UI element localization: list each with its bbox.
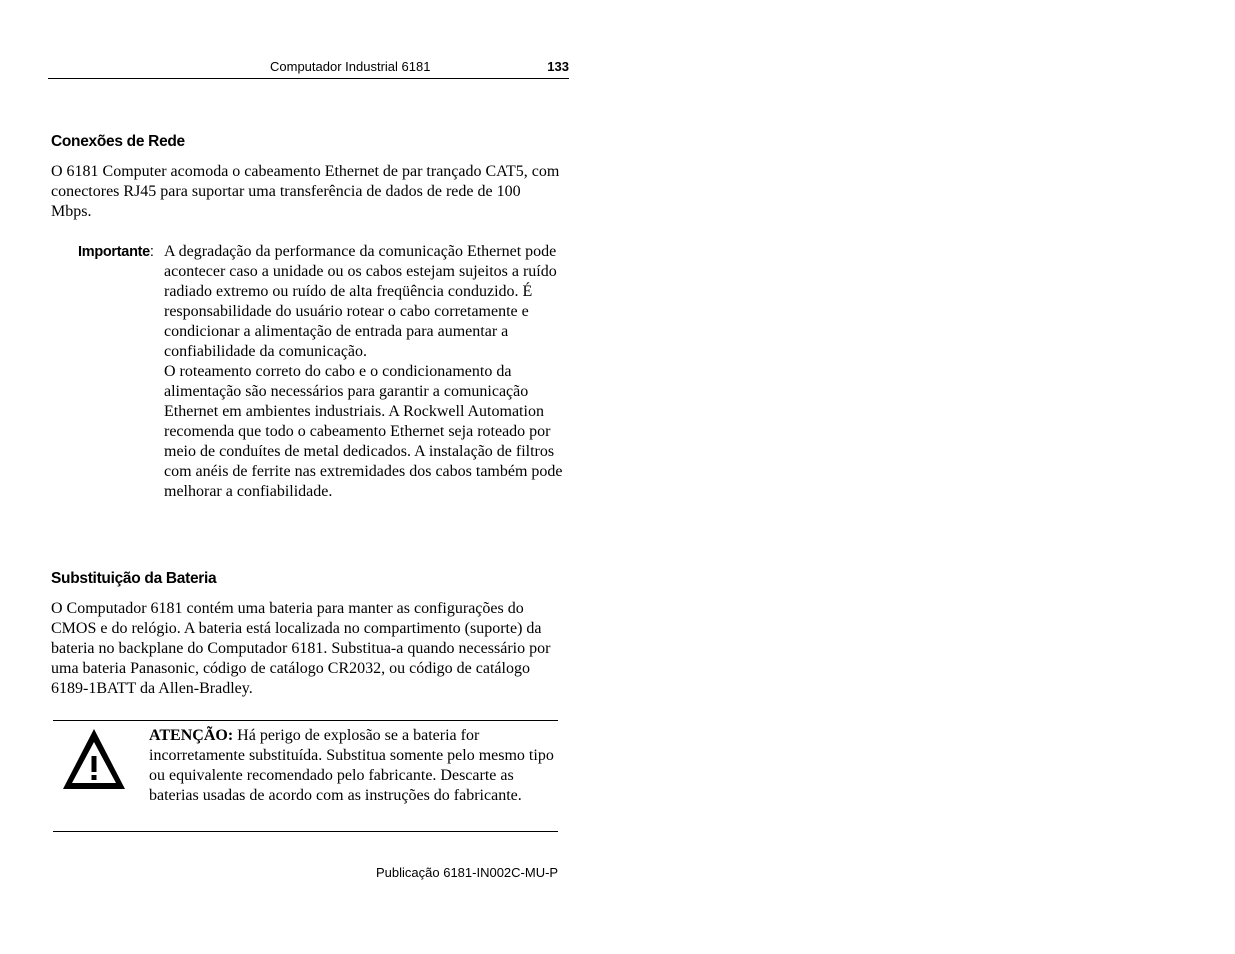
page-header	[48, 58, 569, 79]
section-heading-network: Conexões de Rede	[51, 133, 185, 150]
attention-label: ATENÇÃO:	[149, 727, 234, 744]
note-label-text: Importante	[78, 244, 150, 260]
publication-footer: Publicação 6181-IN002C-MU-P	[376, 865, 559, 880]
page-number: 133	[547, 59, 569, 74]
header-title: Computador Industrial 6181	[270, 59, 431, 74]
section-paragraph-network: O 6181 Computer acomoda o cabeamento Ethernet de par trançado CAT5, com conectores RJ45 para suportar uma transferência de dados de rede de 100 Mbps.	[51, 163, 560, 220]
note-body	[164, 242, 564, 502]
important-note	[51, 242, 563, 542]
section-heading-battery: Substituição da Bateria	[51, 570, 217, 587]
page-content	[51, 132, 563, 699]
attention-text	[149, 726, 554, 806]
note-paragraph-1: A degradação da performance da comunicação Ethernet pode acontecer caso a unidade ou os cabos estejam sujeitos a ruído radiado extremo ou ruído de alta freqüência conduzido. É responsabilidade do usuário rotear o cabo corretamente e condicionar a alimentação de entrada para aumentar a confiabilidade da comunicação.	[164, 243, 557, 360]
note-paragraph-2: O roteamento correto do cabo e o condicionamento da alimentação são necessários para garantir a comunicação Ethernet em ambientes industriais. A Rockwell Automation recomenda que todo o cabeamento Ethernet seja roteado por meio de conduítes de metal dedicados. A instalação de filtros com anéis de ferrite nas extremidades dos cabos também pode melhorar a confiabilidade.	[164, 363, 563, 500]
note-label-colon: :	[149, 244, 154, 260]
attention-box	[53, 720, 558, 832]
note-label	[78, 244, 154, 260]
warning-triangle-icon	[61, 727, 127, 791]
attention-message: Há perigo de explosão se a bateria for incorretamente substituída. Substitua somente pelo mesmo tipo ou equivalente recomendado pelo fabricante. Descarte as baterias usadas de acordo com as instruções do fabricante.	[149, 727, 554, 804]
section-paragraph-battery: O Computador 6181 contém uma bateria para manter as configurações do CMOS e do relógio. A bateria está localizada no compartimento (suporte) da bateria no backplane do Computador 6181. Substitua-a quando necessário por uma bateria Panasonic, código de catálogo CR2032, ou código de catálogo 6189-1BATT da Allen-Bradley.	[51, 600, 551, 697]
